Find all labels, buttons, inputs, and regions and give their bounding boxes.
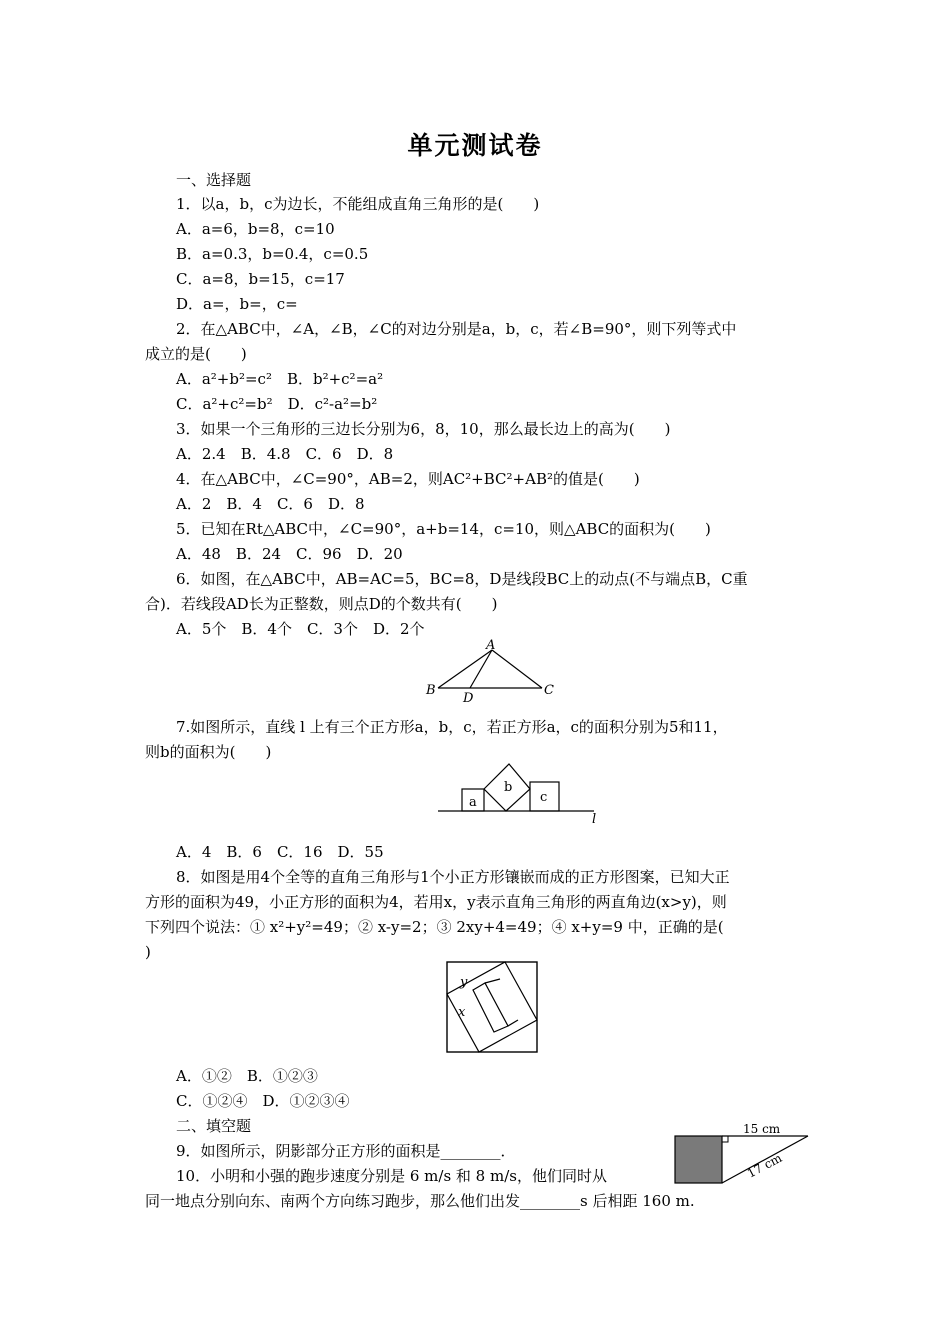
question-6-line-2: 合)．若线段AD长为正整数，则点D的个数共有( ) — [145, 595, 498, 613]
square-label-b: b — [504, 780, 513, 795]
question-2-line-2: 成立的是( ) — [145, 345, 247, 363]
question-3: 3．如果一个三角形的三边长分别为6，8，10，那么最长边上的高为( ) — [176, 420, 671, 438]
q8-options-ab: A．①② B．①②③ — [176, 1067, 318, 1085]
hypotenuse-label-17cm: 17 cm — [744, 1150, 785, 1181]
question-9: 9．如图所示，阴影部分正方形的面积是________． — [176, 1142, 516, 1160]
question-10-line-2: 同一地点分别向东、南两个方向练习跑步，那么他们出发________s 后相距 160 m. — [145, 1192, 695, 1210]
square-label-c: c — [540, 790, 548, 805]
side-label-15cm: 15 cm — [743, 1122, 781, 1136]
q2-options-cd: C．a²+c²=b² D．c²-a²=b² — [176, 395, 378, 413]
question-2-line-1: 2．在△ABC中，∠A，∠B，∠C的对边分别是a，b，c，若∠B=90°，则下列等式中 — [176, 320, 737, 338]
question-8-line-1: 8．如图是用4个全等的直角三角形与1个小正方形镶嵌而成的正方形图案，已知大正 — [176, 868, 730, 886]
question-8-line-3: 下列四个说法：① x²+y²=49；② x-y=2；③ 2xy+4=49；④ x+y=9 中，正确的是( — [145, 918, 724, 936]
squares-on-line-figure — [436, 758, 606, 830]
q5-options: A．48 B．24 C．96 D．20 — [176, 545, 403, 563]
q8-options-cd: C．①②④ D．①②③④ — [176, 1092, 350, 1110]
q1-option-b: B．a=0.3，b=0.4，c=0.5 — [176, 245, 369, 263]
question-8-line-4: ) — [145, 943, 151, 961]
q1-option-d: D．a=，b=，c= — [176, 295, 298, 313]
question-7-line-2: 则b的面积为( ) — [145, 743, 272, 761]
q1-option-c: C．a=8，b=15，c=17 — [176, 270, 345, 288]
question-1: 1．以a，b，c为边长，不能组成直角三角形的是( ) — [176, 195, 540, 213]
leg-label-x: x — [458, 1005, 466, 1020]
question-5: 5．已知在Rt△ABC中，∠C=90°，a+b=14，c=10，则△ABC的面积为( ) — [176, 520, 711, 538]
section-heading-choice: 一、选择题 — [176, 171, 252, 189]
question-10-line-1: 10．小明和小强的跑步速度分别是 6 m/s 和 8 m/s，他们同时从 — [176, 1167, 607, 1185]
line-label-l: l — [592, 812, 597, 827]
question-4: 4．在△ABC中，∠C=90°，AB=2，则AC²+BC²+AB²的值是( ) — [176, 470, 640, 488]
point-label-d: D — [463, 691, 474, 706]
q1-option-a: A．a=6，b=8，c=10 — [176, 220, 335, 238]
leg-label-y: y — [460, 975, 468, 990]
q2-options-ab: A．a²+b²=c² B．b²+c²=a² — [176, 370, 384, 388]
question-8-line-2: 方形的面积为49，小正方形的面积为4，若用x，y表示直角三角形的两直角边(x>y)，则 — [145, 893, 727, 911]
q7-options: A．4 B．6 C．16 D．55 — [176, 843, 384, 861]
q4-options: A．2 B．4 C．6 D．8 — [176, 495, 365, 513]
shaded-square-figure — [670, 1120, 815, 1192]
q3-options: A．2.4 B．4.8 C．6 D．8 — [176, 445, 394, 463]
section-heading-fill: 二、填空题 — [176, 1117, 252, 1135]
vertex-label-a: A — [486, 638, 496, 653]
question-7-line-1: 7.如图所示，直线 l 上有三个正方形a，b，c，若正方形a，c的面积分别为5和11， — [176, 718, 728, 736]
question-6-line-1: 6．如图，在△ABC中，AB=AC=5，BC=8，D是线段BC上的动点(不与端点B，C重 — [176, 570, 748, 588]
vertex-label-c: C — [544, 683, 554, 698]
vertex-label-b: B — [426, 683, 436, 698]
page-title: 单元测试卷 — [407, 131, 543, 160]
q6-options: A．5个 B．4个 C．3个 D．2个 — [176, 620, 425, 638]
triangle-figure — [420, 636, 560, 704]
pinwheel-square-figure — [446, 961, 540, 1055]
square-label-a: a — [469, 795, 477, 810]
